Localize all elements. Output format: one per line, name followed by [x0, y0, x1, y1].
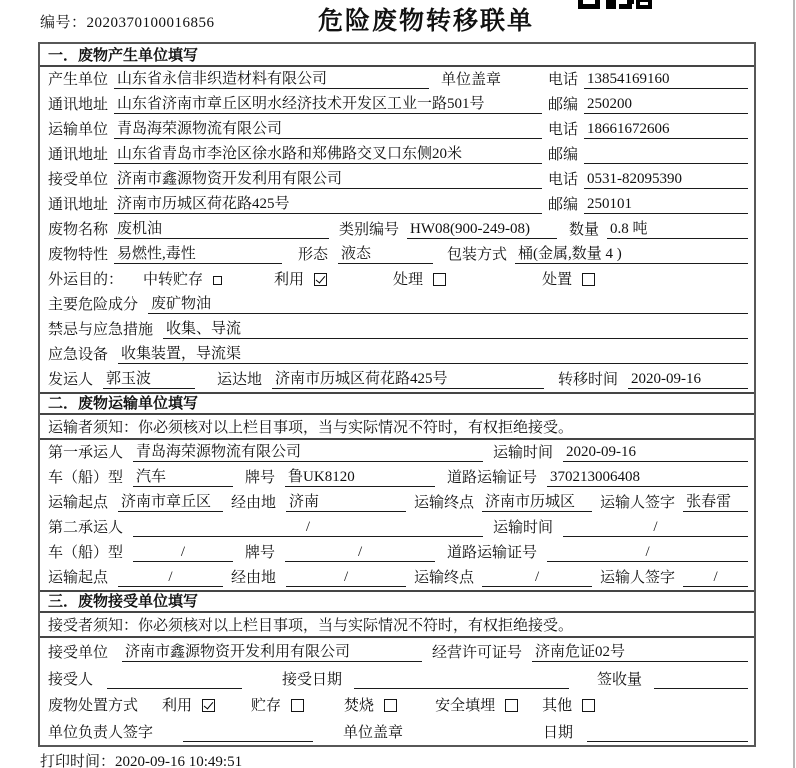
row-route2 — [40, 565, 754, 590]
via2-label: 经由地 — [231, 569, 277, 586]
row-transfer-purpose — [40, 267, 754, 292]
address3-label: 通讯地址 — [48, 197, 109, 213]
purpose-option-dispose-checkbox — [582, 273, 595, 286]
characteristics-value: 易燃性,毒性 — [114, 242, 282, 264]
purpose-option-treat-label: 处理 — [393, 271, 424, 288]
disposal-option-utilize-label: 利用 — [162, 698, 193, 715]
receive-unit-value: 济南市鑫源物资开发利用有限公司 — [122, 640, 422, 662]
row-generator-address — [40, 92, 754, 117]
road-permit2-value: / — [547, 544, 748, 562]
date-value — [587, 724, 748, 742]
row-second-carrier — [40, 515, 754, 540]
row-generator-unit — [40, 67, 754, 92]
transport-date2-value: / — [563, 519, 748, 537]
row-transport-address — [40, 142, 754, 167]
page-title: 危险废物转移联单 — [318, 6, 535, 35]
via2-value: / — [286, 569, 406, 587]
origin2-label: 运输起点 — [48, 569, 109, 586]
quantity-label: 数量 — [569, 222, 600, 238]
section3-header: 三．废物接受单位填写 — [40, 590, 754, 613]
transport-date1-value: 2020-09-16 — [563, 444, 748, 462]
vehicle-type1-label: 车（船）型 — [48, 470, 124, 487]
disposal-label: 废物处置方式 — [48, 698, 139, 715]
receiver-unit-label: 接受单位 — [48, 172, 109, 188]
row-vehicle1 — [40, 465, 754, 490]
category-label: 类别编号 — [339, 222, 400, 238]
disposal-option-other-checkbox — [582, 699, 595, 712]
vehicle-type2-label: 车（船）型 — [48, 544, 124, 561]
print-time — [40, 750, 242, 768]
date-label: 日期 — [543, 725, 574, 741]
responsible-sign-value — [183, 724, 313, 742]
disposal-option-store-label: 贮存 — [251, 698, 282, 715]
print-time-label: 打印时间： — [40, 754, 116, 768]
receive-unit-label: 接受单位 — [48, 644, 109, 661]
disposal-option-incinerate-checkbox — [384, 699, 397, 712]
hazard-value: 废矿物油 — [148, 292, 748, 314]
disposal-option-incinerate-label: 焚烧 — [344, 698, 375, 715]
row-hazard-component — [40, 292, 754, 317]
phone2-label: 电话 — [548, 122, 579, 138]
row-disposal-method — [40, 692, 754, 719]
disposal-option-landfill-checkbox — [505, 699, 518, 712]
origin1-label: 运输起点 — [48, 495, 109, 512]
receive-date-value — [354, 671, 569, 689]
purpose-option-dispose-label: 处置 — [542, 271, 573, 288]
purpose-option-utilize-label: 利用 — [274, 271, 305, 288]
license-label: 经营许可证号 — [432, 644, 523, 661]
receive-date-label: 接受日期 — [282, 671, 343, 688]
characteristics-label: 废物特性 — [48, 247, 109, 263]
row-route1 — [40, 490, 754, 515]
purpose-option-storage-checkbox — [213, 276, 222, 285]
print-time-value: 2020-09-16 10:49:51 — [115, 754, 243, 768]
row-receiver-address — [40, 192, 754, 217]
purpose-option-treat-checkbox — [433, 273, 446, 286]
row-vehicle2 — [40, 540, 754, 565]
row-first-carrier — [40, 440, 754, 465]
terminus2-value: / — [482, 569, 592, 587]
row-responsible-signature — [40, 718, 754, 745]
transfer-date-value: 2020-09-16 — [628, 371, 748, 389]
receipt-qty-value — [654, 671, 748, 689]
zip3-label: 邮编 — [548, 197, 579, 213]
contraindication-value: 收集、导流 — [163, 317, 748, 339]
receipt-qty-label: 签收量 — [597, 671, 643, 688]
address2-value: 山东省青岛市李沧区徐水路和郑佛路交叉口东侧20米 — [114, 142, 542, 164]
unit-seal-label: 单位盖章 — [441, 72, 502, 88]
receiver-notice: 接受者须知：你必须核对以上栏目事项，当与实际情况不符时，有权拒绝接受。 — [40, 613, 754, 639]
row-shipper — [40, 367, 754, 392]
second-carrier-value: / — [133, 519, 483, 537]
row-receiver-unit — [40, 167, 754, 192]
phone2-value: 18661672606 — [584, 121, 748, 139]
phone1-label: 电话 — [548, 72, 579, 88]
address1-label: 通讯地址 — [48, 97, 109, 113]
carrier-sign2-value: / — [683, 569, 748, 587]
row-recipient — [40, 665, 754, 692]
recipient-label: 接受人 — [48, 671, 94, 688]
terminus1-label: 运输终点 — [414, 495, 475, 512]
generator-unit-label: 产生单位 — [48, 72, 109, 88]
section1-header: 一．废物产生单位填写 — [40, 44, 754, 67]
origin2-value: / — [118, 569, 223, 587]
destination-label: 运达地 — [217, 371, 263, 388]
row-receive-unit — [40, 638, 754, 665]
quantity-value: 0.8 吨 — [607, 217, 748, 239]
disposal-option-utilize-checkbox — [202, 699, 215, 712]
shipper-value: 郭玉波 — [103, 367, 195, 389]
phone3-value: 0531-82095390 — [584, 171, 748, 189]
plate1-value: 鲁UK8120 — [285, 465, 435, 487]
road-permit1-value: 370213006408 — [547, 469, 748, 487]
doc-number — [40, 11, 215, 32]
receiver-unit-value: 济南市鑫源物资开发利用有限公司 — [114, 167, 542, 189]
generator-unit-value: 山东省永信非织造材料有限公司 — [114, 67, 429, 89]
vehicle-type1-value: 汽车 — [133, 465, 233, 487]
zip1-value: 250200 — [584, 96, 748, 114]
packaging-label: 包装方式 — [447, 247, 508, 263]
transport-notice: 运输者须知：你必须核对以上栏目事项，当与实际情况不符时，有权拒绝接受。 — [40, 415, 754, 441]
waste-name-label: 废物名称 — [48, 222, 109, 238]
plate1-label: 牌号 — [245, 470, 276, 487]
doc-number-label: 编号： — [40, 15, 87, 31]
qr-code-fragment — [578, 0, 652, 9]
hazard-label: 主要危险成分 — [48, 296, 139, 313]
phone1-value: 13854169160 — [584, 71, 748, 89]
page-right-edge — [793, 0, 795, 768]
form-value: 液态 — [338, 242, 433, 264]
shipper-label: 发运人 — [48, 371, 94, 388]
row-contraindication — [40, 317, 754, 342]
transport-unit-label: 运输单位 — [48, 122, 109, 138]
recipient-value — [107, 671, 242, 689]
carrier-sign2-label: 运输人签字 — [600, 569, 676, 586]
first-carrier-value: 青岛海荣源物流有限公司 — [133, 440, 483, 462]
road-permit2-label: 道路运输证号 — [447, 544, 538, 561]
zip2-label: 邮编 — [548, 147, 579, 163]
carrier-sign1-label: 运输人签字 — [600, 495, 676, 512]
equipment-value: 收集装置，导流渠 — [118, 342, 748, 364]
phone3-label: 电话 — [548, 172, 579, 188]
row-waste-characteristics — [40, 242, 754, 267]
second-carrier-label: 第二承运人 — [48, 520, 124, 537]
terminus1-value: 济南市历城区 — [482, 490, 592, 512]
packaging-value: 桶(金属,数量 4 ) — [515, 242, 748, 264]
waste-name-value: 废机油 — [114, 217, 329, 239]
equipment-label: 应急设备 — [48, 346, 109, 363]
responsible-sign-label: 单位负责人签字 — [48, 725, 154, 741]
plate2-value: / — [285, 544, 435, 562]
zip2-value — [584, 146, 748, 164]
purpose-label: 外运目的： — [48, 271, 124, 288]
unit-seal2-label: 单位盖章 — [343, 725, 404, 741]
disposal-option-store-checkbox — [291, 699, 304, 712]
transport-date1-label: 运输时间 — [493, 445, 554, 462]
terminus2-label: 运输终点 — [414, 569, 475, 586]
purpose-option-utilize-checkbox — [314, 273, 327, 286]
section2-header: 二．废物运输单位填写 — [40, 392, 754, 415]
disposal-option-other-label: 其他 — [542, 698, 573, 715]
manifest-form-table — [38, 42, 756, 747]
row-waste-name — [40, 217, 754, 242]
first-carrier-label: 第一承运人 — [48, 445, 124, 462]
doc-number-value: 2020370100016856 — [86, 15, 215, 31]
purpose-option-storage-label: 中转贮存 — [143, 271, 204, 288]
carrier-sign1-value: 张春雷 — [683, 490, 748, 512]
road-permit1-label: 道路运输证号 — [447, 470, 538, 487]
zip3-value: 250101 — [584, 196, 748, 214]
zip1-label: 邮编 — [548, 97, 579, 113]
transport-unit-value: 青岛海荣源物流有限公司 — [114, 117, 542, 139]
destination-value: 济南市历城区荷花路425号 — [272, 367, 544, 389]
form-label: 形态 — [298, 247, 329, 263]
plate2-label: 牌号 — [245, 544, 276, 561]
via1-value: 济南 — [286, 490, 406, 512]
via1-label: 经由地 — [231, 495, 277, 512]
disposal-option-landfill-label: 安全填埋 — [435, 698, 496, 715]
row-transport-unit — [40, 117, 754, 142]
address3-value: 济南市历城区荷花路425号 — [114, 192, 542, 214]
address2-label: 通讯地址 — [48, 147, 109, 163]
origin1-value: 济南市章丘区 — [118, 490, 223, 512]
contraindication-label: 禁忌与应急措施 — [48, 321, 154, 338]
license-value: 济南危证02号 — [532, 640, 748, 662]
row-emergency-equipment — [40, 342, 754, 367]
transfer-date-label: 转移时间 — [558, 371, 619, 388]
transport-date2-label: 运输时间 — [493, 520, 554, 537]
vehicle-type2-value: / — [133, 544, 233, 562]
address1-value: 山东省济南市章丘区明水经济技术开发区工业一路501号 — [114, 92, 542, 114]
category-value: HW08(900-249-08) — [407, 221, 557, 239]
